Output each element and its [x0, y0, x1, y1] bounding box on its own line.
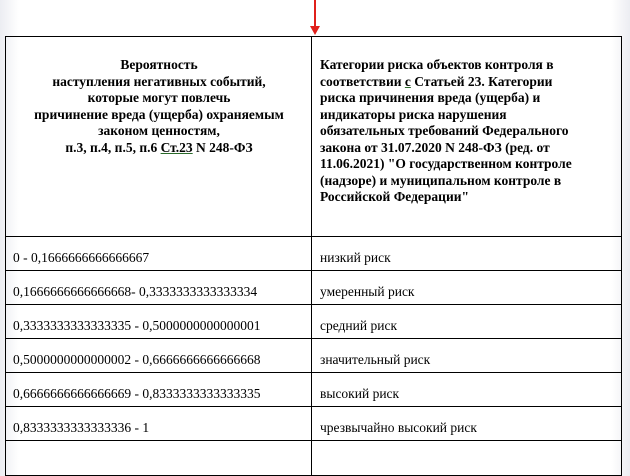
header-line: Категории риска объектов контроля в [320, 57, 554, 72]
table-row [6, 305, 621, 339]
header-line: наступления негативных событий, [52, 73, 266, 89]
header-line: 11.06.2021) "О государственном контроле [320, 156, 572, 171]
table-row [6, 237, 621, 271]
header-line: обязательных требований Федерального [320, 123, 569, 138]
risk-category: чрезвычайно высокий риск [320, 420, 477, 435]
table-row [6, 373, 621, 407]
probability-range: 0,1666666666666668- 0,3333333333333334 [13, 284, 258, 299]
header-line: п.3, п.4, п.5, п.6 Ст.23 N 248-ФЗ [65, 139, 253, 155]
probability-range: 0,6666666666666669 - 0,8333333333333335 [13, 386, 261, 401]
header-line: причинение вреда (ущерба) охраняемым [34, 106, 284, 122]
risk-category: средний риск [320, 318, 397, 333]
header-line: которые могут повлечь [87, 90, 231, 105]
table-row [6, 271, 621, 305]
header-line: закона от 31.07.2020 N 248-ФЗ (ред. от [320, 139, 550, 155]
table-row [6, 339, 621, 373]
table-header-row [6, 37, 621, 237]
risk-category: высокий риск [320, 386, 400, 401]
probability-header [14, 57, 304, 156]
header-line: Вероятность [120, 57, 198, 72]
header-line: соответствии с Статьей 23. Категории [320, 73, 553, 89]
probability-range: 0 - 0,1666666666666667 [13, 250, 150, 265]
risk-category: умеренный риск [320, 284, 415, 299]
probability-range: 0,5000000000000002 - 0,6666666666666668 [13, 352, 261, 367]
header-line: Российской Федерации" [320, 189, 470, 204]
table-row [6, 407, 621, 441]
header-line: риска причинения вреда (ущерба) и [320, 90, 541, 105]
header-line: (надзоре) и муниципальном контроле в [320, 172, 562, 188]
header-line: законом ценностям, [98, 123, 220, 138]
risk-category-header [320, 57, 616, 206]
header-line: индикаторы риска нарушения [320, 106, 507, 122]
probability-range: 0,3333333333333335 - 0,5000000000000001 [13, 318, 261, 333]
risk-category: низкий риск [320, 250, 391, 265]
risk-category: значительный риск [320, 352, 431, 367]
risk-table [5, 36, 622, 476]
probability-range: 0,8333333333333336 - 1 [13, 420, 150, 435]
down-arrow-icon [309, 0, 321, 36]
